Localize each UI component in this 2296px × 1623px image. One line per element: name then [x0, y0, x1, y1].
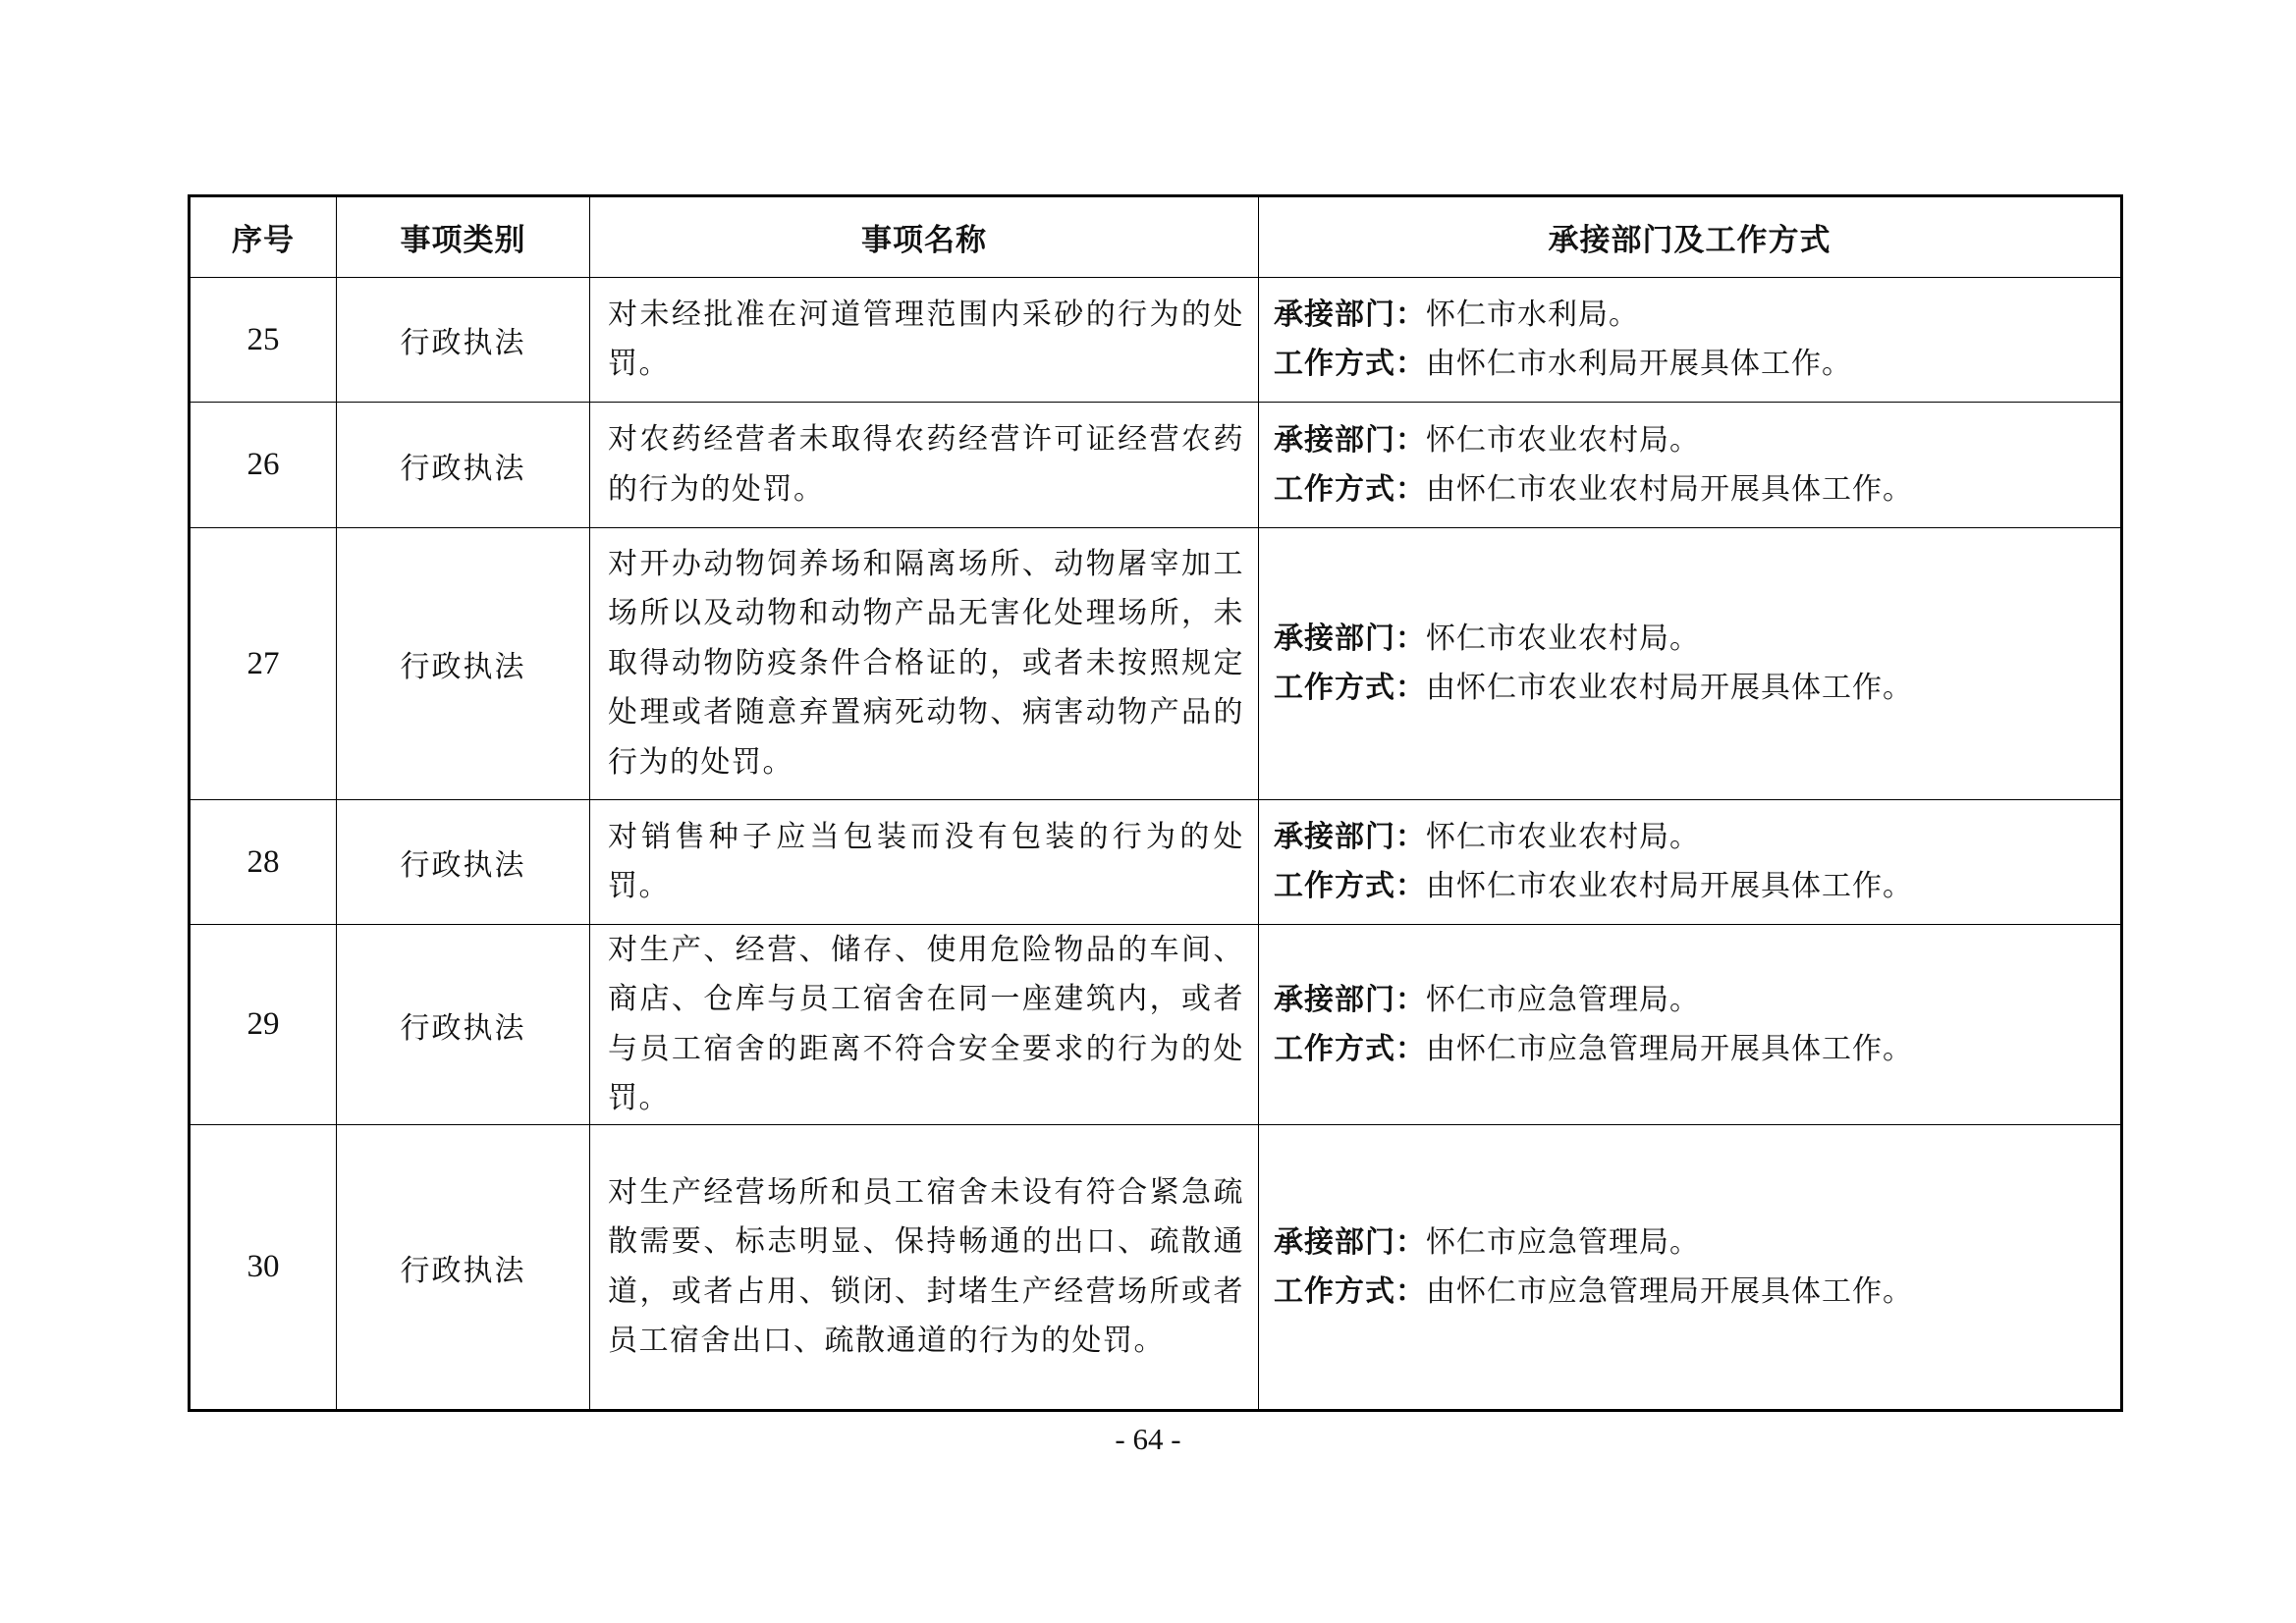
method-line	[1274, 664, 2110, 713]
method-label: 工作方式：	[1274, 869, 1426, 903]
row-no: 29	[190, 925, 337, 1125]
header-dept: 承接部门及工作方式	[1259, 196, 2122, 278]
method-value: 由怀仁市水利局开展具体工作。	[1426, 347, 1852, 381]
page-number: - 64 -	[1115, 1422, 1181, 1456]
method-line	[1274, 1268, 2110, 1317]
row-name: 对农药经营者未取得农药经营许可证经营农药的行为的处罚。	[590, 403, 1259, 528]
dept-line	[1274, 291, 2110, 340]
row-category: 行政执法	[337, 528, 590, 800]
row-no: 25	[190, 278, 337, 403]
dept-label: 承接部门：	[1274, 1224, 1426, 1260]
method-line	[1274, 862, 2110, 911]
dept-line	[1274, 416, 2110, 465]
table-row	[190, 403, 2122, 528]
method-label: 工作方式：	[1274, 671, 1426, 705]
table-header-row	[190, 196, 2122, 278]
items-table	[188, 194, 2123, 1412]
row-name: 对生产经营场所和员工宿舍未设有符合紧急疏散需要、标志明显、保持畅通的出口、疏散通道，或者占用、锁闭、封堵生产经营场所或者员工宿舍出口、疏散通道的行为的处罚。	[590, 1125, 1259, 1411]
table-row	[190, 800, 2122, 925]
dept-line	[1274, 615, 2110, 664]
row-category: 行政执法	[337, 1125, 590, 1411]
row-dept-cell	[1259, 403, 2122, 528]
dept-label: 承接部门：	[1274, 982, 1426, 1017]
method-label: 工作方式：	[1274, 471, 1426, 507]
row-category: 行政执法	[337, 925, 590, 1125]
row-category: 行政执法	[337, 278, 590, 403]
method-line	[1274, 340, 2110, 389]
dept-line	[1274, 1218, 2110, 1268]
header-name: 事项名称	[590, 196, 1259, 278]
row-dept-cell	[1259, 278, 2122, 403]
row-dept-cell	[1259, 925, 2122, 1125]
row-no: 28	[190, 800, 337, 925]
table-row	[190, 1125, 2122, 1411]
row-name: 对生产、经营、储存、使用危险物品的车间、商店、仓库与员工宿舍在同一座建筑内，或者与员工宿舍的距离不符合安全要求的行为的处罚。	[590, 925, 1259, 1125]
row-dept-cell	[1259, 1125, 2122, 1411]
dept-value: 怀仁市应急管理局。	[1426, 982, 1700, 1017]
row-name: 对开办动物饲养场和隔离场所、动物屠宰加工场所以及动物和动物产品无害化处理场所，未取得动物防疫条件合格证的，或者未按照规定处理或者随意弃置病死动物、病害动物产品的行为的处罚。	[590, 528, 1259, 800]
dept-value: 怀仁市农业农村局。	[1426, 622, 1700, 656]
dept-label: 承接部门：	[1274, 298, 1426, 332]
dept-label: 承接部门：	[1274, 622, 1426, 656]
method-value: 由怀仁市应急管理局开展具体工作。	[1426, 1273, 1913, 1309]
header-no: 序号	[190, 196, 337, 278]
table-row	[190, 528, 2122, 800]
row-name: 对未经批准在河道管理范围内采砂的行为的处罚。	[590, 278, 1259, 403]
method-line	[1274, 465, 2110, 514]
row-no: 27	[190, 528, 337, 800]
row-dept-cell	[1259, 528, 2122, 800]
dept-label: 承接部门：	[1274, 422, 1426, 458]
method-value: 由怀仁市农业农村局开展具体工作。	[1426, 869, 1913, 903]
method-value: 由怀仁市农业农村局开展具体工作。	[1426, 471, 1913, 507]
row-no: 30	[190, 1125, 337, 1411]
dept-line	[1274, 813, 2110, 862]
method-line	[1274, 1025, 2110, 1074]
row-no: 26	[190, 403, 337, 528]
method-label: 工作方式：	[1274, 1031, 1426, 1066]
method-value: 由怀仁市应急管理局开展具体工作。	[1426, 1031, 1913, 1066]
header-category: 事项类别	[337, 196, 590, 278]
method-label: 工作方式：	[1274, 1273, 1426, 1309]
method-label: 工作方式：	[1274, 347, 1426, 381]
table-row	[190, 925, 2122, 1125]
dept-line	[1274, 976, 2110, 1025]
dept-value: 怀仁市应急管理局。	[1426, 1224, 1700, 1260]
dept-value: 怀仁市水利局。	[1426, 298, 1639, 332]
row-category: 行政执法	[337, 800, 590, 925]
dept-value: 怀仁市农业农村局。	[1426, 422, 1700, 458]
row-category: 行政执法	[337, 403, 590, 528]
table-row	[190, 278, 2122, 403]
method-value: 由怀仁市农业农村局开展具体工作。	[1426, 671, 1913, 705]
row-name: 对销售种子应当包装而没有包装的行为的处罚。	[590, 800, 1259, 925]
row-dept-cell	[1259, 800, 2122, 925]
dept-label: 承接部门：	[1274, 820, 1426, 854]
dept-value: 怀仁市农业农村局。	[1426, 820, 1700, 854]
